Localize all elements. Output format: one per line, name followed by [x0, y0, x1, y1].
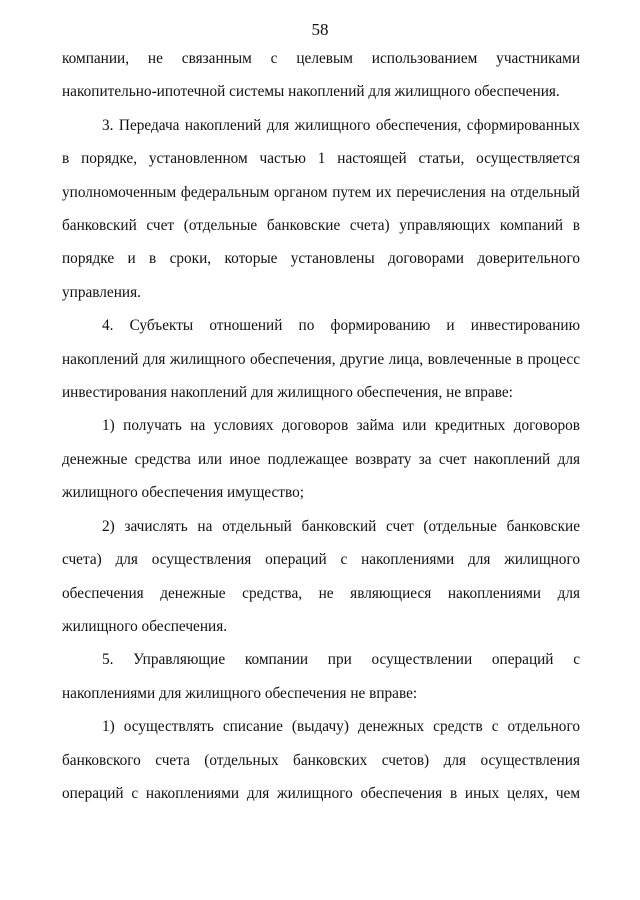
paragraph-3-transfer: 3. Передача накоплений для жилищного обеспечения, сформированных в порядке, установленном частью 1 настоящей статьи, осуществляется уполномоченным федеральным органом путем их перечисления на отдельный банковский счет (отдельные банковские счета) управляющих компаний в порядке и в сроки, которые установлены договорами доверительного управления. — [62, 116, 580, 301]
page-number: 58 — [311, 20, 329, 39]
paragraph-5-management-companies: 5. Управляющие компании при осуществлении операций с накоплениями для жилищного обеспечения не вправе: — [62, 651, 580, 702]
paragraph-4-subjects: 4. Субъекты отношений по формированию и инвестированию накоплений для жилищного обеспечения, другие лица, вовлеченные в процесс инвестирования накоплений для жилищного обеспечения, не вправе: — [62, 317, 580, 402]
list-item-4-1: 1) получать на условиях договоров займа или кредитных договоров денежные средства или иное подлежащее возврату за счет накоплений для жилищного обеспечения имущество; — [62, 417, 580, 502]
paragraph-continuation: компании, не связанным с целевым использованием участниками накопительно-ипотечной системы накоплений для жилищного обеспечения. — [62, 50, 580, 101]
list-item-4-2: 2) зачислять на отдельный банковский счет (отдельные банковские счета) для осуществления операций с накоплениями для жилищного обеспечения денежные средства, не являющиеся накоплениями для жилищного обеспечения. — [62, 517, 580, 635]
list-item-5-1: 1) осуществлять списание (выдачу) денежных средств с отдельного банковского счета (отдельных банковских счетов) для осуществления операций с накоплениями для жилищного обеспечения в иных целях, чем — [62, 718, 580, 802]
document-body — [62, 42, 580, 810]
